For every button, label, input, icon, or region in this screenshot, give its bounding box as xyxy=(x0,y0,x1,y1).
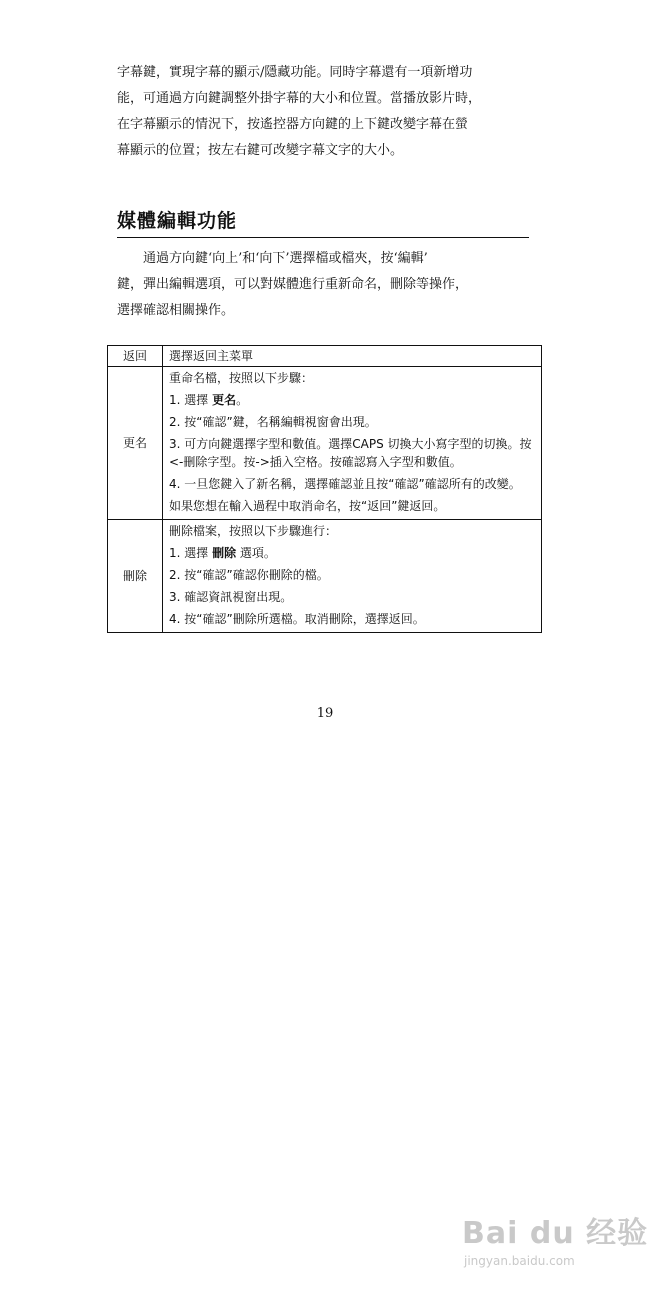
section-line: 通過方向鍵‘向上’和‘向下’選擇檔或檔夾，按‘編輯’ xyxy=(143,251,428,266)
intro-line: 幕顯示的位置；按左右鍵可改變字幕文字的大小。 xyxy=(117,143,404,158)
section-line: 選擇確認相關操作。 xyxy=(117,303,235,318)
cell-delete-desc xyxy=(163,520,542,633)
rename-step-1 xyxy=(169,391,535,409)
rename-intro: 重命名檔，按照以下步驟： xyxy=(169,371,314,385)
rename-note: 如果您想在輸入過程中取消命名，按“返回”鍵返回。 xyxy=(169,499,446,513)
cell-delete-name: 刪除 xyxy=(108,520,163,633)
operations-table xyxy=(107,345,542,633)
delete-option-label: 刪除 xyxy=(212,546,237,560)
section-paragraph xyxy=(117,246,537,324)
section-heading: 媒體編輯功能 xyxy=(117,206,529,238)
table-row-return xyxy=(108,346,542,367)
table-row-delete xyxy=(108,520,542,633)
section-line: 鍵，彈出編輯選項，可以對媒體進行重新命名，刪除等操作， xyxy=(117,277,469,292)
rename-option-label: 更名 xyxy=(212,393,237,407)
intro-line: 字幕鍵，實現字幕的顯示/隱藏功能。同時字幕還有一項新增功 xyxy=(117,65,473,80)
rename-step-2: 2. 按“確認”鍵，名稱編輯視窗會出現。 xyxy=(169,415,377,429)
intro-line: 在字幕顯示的情況下，按遙控器方向鍵的上下鍵改變字幕在螢 xyxy=(117,117,469,132)
delete-step-1 xyxy=(169,544,535,562)
delete-step-2: 2. 按“確認”確認你刪除的檔。 xyxy=(169,568,329,582)
rename-step-1-text: 1. 選擇 xyxy=(169,393,213,407)
delete-step-1-text: 1. 選擇 xyxy=(169,546,213,560)
intro-paragraph xyxy=(117,60,537,164)
cell-return-name: 返回 xyxy=(108,346,163,367)
rename-step-1-suffix: 。 xyxy=(236,393,249,407)
delete-step-3: 3. 確認資訊視窗出現。 xyxy=(169,590,293,604)
intro-line: 能，可通過方向鍵調整外掛字幕的大小和位置。當播放影片時， xyxy=(117,91,482,106)
cell-rename-name: 更名 xyxy=(108,367,163,520)
delete-step-1-suffix: 選項。 xyxy=(236,546,276,560)
cell-rename-desc xyxy=(163,367,542,520)
delete-intro: 刪除檔案，按照以下步驟進行： xyxy=(169,524,338,538)
rename-step-3: 3. 可方向鍵選擇字型和數值。選擇CAPS 切換大小寫字型的切換。按<-刪除字型。按->插入空格。按確認寫入字型和數值。 xyxy=(169,437,532,469)
watermark-logo: Bai du 经验 xyxy=(462,1216,649,1251)
rename-step-4: 4. 一旦您鍵入了新名稱，選擇確認並且按“確認”確認所有的改變。 xyxy=(169,477,521,491)
page-number: 19 xyxy=(316,706,334,721)
baidu-watermark xyxy=(462,1208,649,1278)
watermark-url: jingyan.baidu.com xyxy=(464,1254,575,1268)
delete-step-4: 4. 按“確認”刪除所選檔。取消刪除，選擇返回。 xyxy=(169,612,425,626)
cell-return-desc: 選擇返回主菜單 xyxy=(163,346,542,367)
table-row-rename xyxy=(108,367,542,520)
